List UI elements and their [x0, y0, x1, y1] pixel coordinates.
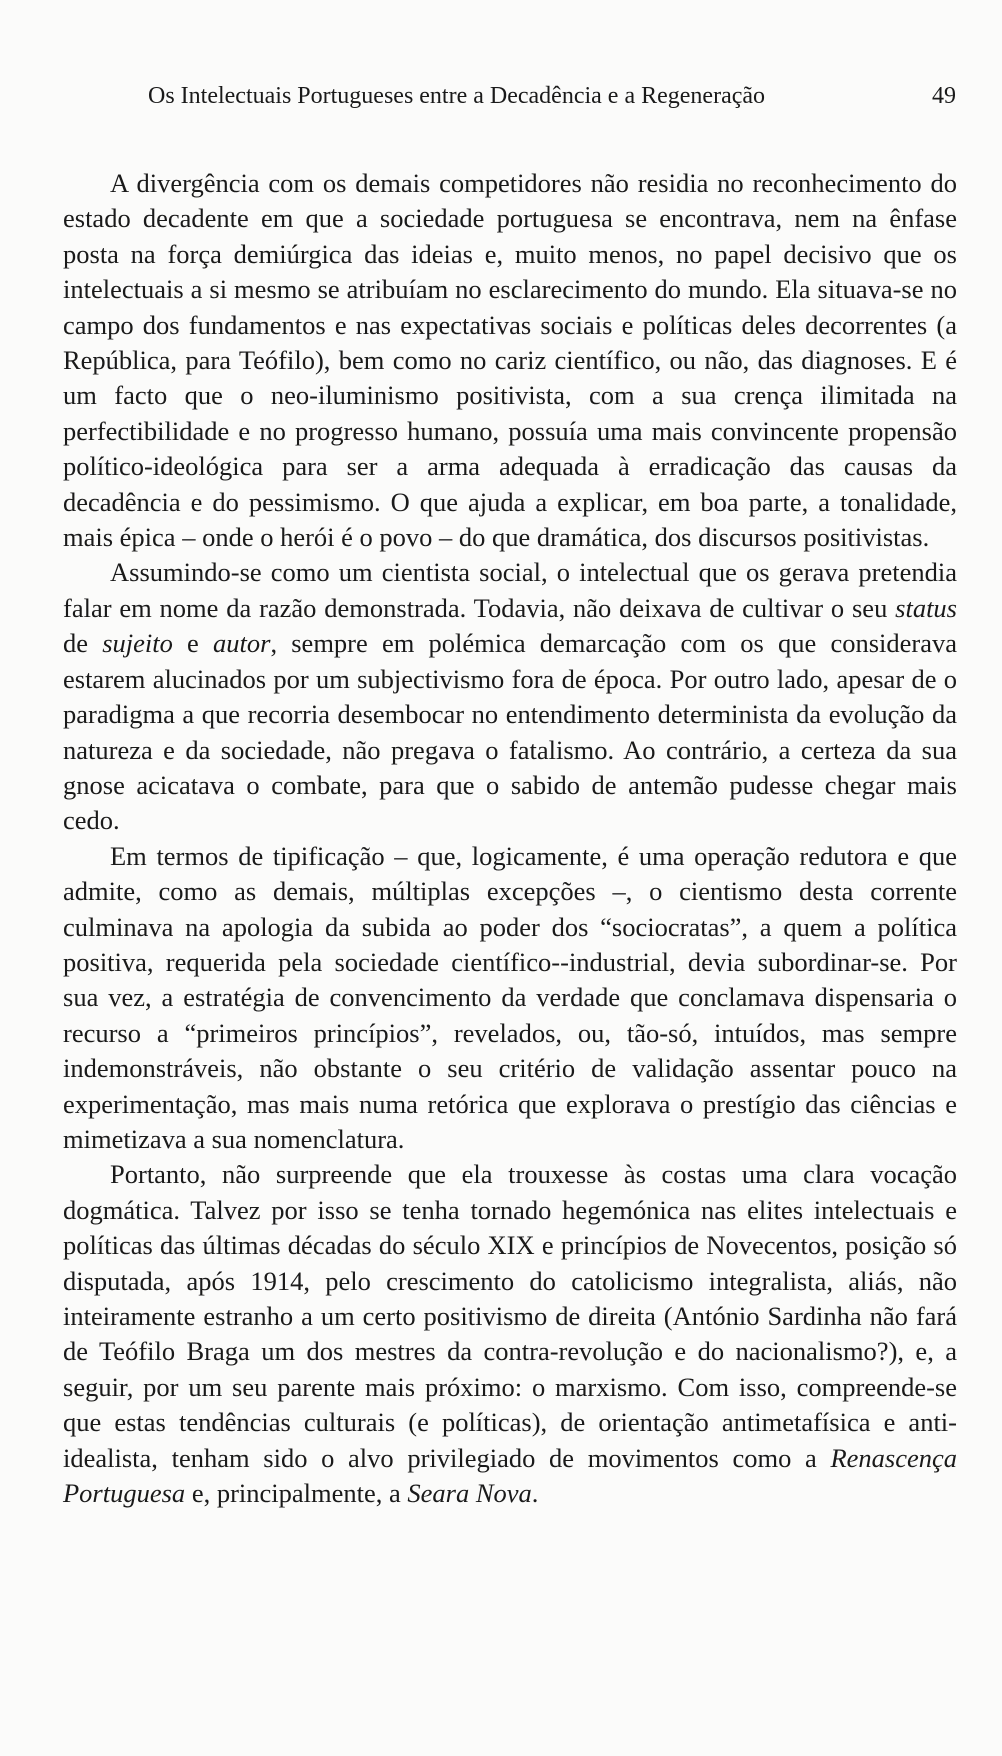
- body-text: [63, 166, 957, 1511]
- page-number: 49: [932, 83, 956, 109]
- text-run: , sempre em polémica demarcação com os que considerava estarem alucinados por um subjectivismo fora de época. Por outro lado, apesar de o paradigma a que recorria desembocar no entendimento determinista da evolução da natureza e da sociedade, não pregava o fatalismo. Ao contrário, a certeza da sua gnose acicatava o combate, para que o sabido de antemão pudesse chegar mais cedo.: [63, 628, 958, 836]
- italic-term-autor: autor: [213, 628, 271, 659]
- text-run: .: [531, 1478, 539, 1509]
- text-run: de: [63, 628, 103, 659]
- text-run: e: [172, 628, 213, 659]
- running-title: Os Intelectuais Portugueses entre a Decadência e a Regeneração: [148, 83, 766, 109]
- text-run: Assumindo-se como um cientista social, o intelectual que os gerava pretendia falar em nome da razão demonstrada. Todavia, não deixava de cultivar o seu: [63, 557, 957, 623]
- paragraph-1: A divergência com os demais competidores não residia no reconhecimento do estado decadente em que a sociedade portuguesa se encontrava, nem na ênfase posta na força demiúrgica das ideias e, muito menos, no papel decisivo que os intelectuais a si mesmo se atribuíam no esclarecimento do mundo. Ela situava-se no campo dos fundamentos e nas expectativas sociais e políticas deles decorrentes (a República, para Teófilo), bem como no cariz científico, ou não, das diagnoses. E é um facto que o neo-iluminismo positivista, com a sua crença ilimitada na perfectibilidade e no progresso humano, possuía uma mais convincente propensão político-ideológica para ser a arma adequada à erradicação das causas da decadência e do pessimismo. O que ajuda a explicar, em boa parte, a tonalidade, mais épica – onde o herói é o povo – do que dramática, dos discursos positivistas.: [63, 168, 957, 553]
- running-header: [148, 78, 956, 114]
- italic-term-status: status: [895, 592, 957, 623]
- text-run: Portanto, não surpreende que ela trouxesse às costas uma clara vocação dogmática. Talvez por isso se tenha tornado hegemónica nas elites intelectuais e políticas das últimas décadas do século XIX e princípios de Novecentos, posição só disputada, após 1914, pelo crescimento do catolicismo integralista, aliás, não inteiramente estranho a um certo positivismo de direita (António Sardinha não fará de Teófilo Braga um dos mestres da contra-revolução e do nacionalismo?), e, a seguir, por um seu parente mais próximo: o marxismo. Com isso, compreende-se que estas tendências culturais (e políticas), de orientação antimetafísica e anti-idealista, tenham sido o alvo privilegiado de movimentos como a: [63, 1159, 957, 1473]
- paragraph-4: [63, 1157, 957, 1511]
- italic-title-seara-nova: Seara Nova: [407, 1478, 532, 1509]
- italic-title-renascenca-portuguesa: Renascença Portuguesa: [63, 1442, 957, 1509]
- italic-term-sujeito: sujeito: [102, 628, 173, 659]
- text-run: e, principalmente, a: [185, 1478, 408, 1509]
- paragraph-3: Em termos de tipificação – que, logicamente, é uma operação redutora e que admite, como as demais, múltiplas excepções –, o cientismo desta corrente culminava na apologia da subida ao poder dos “sociocratas”, a quem a política positiva, requerida pela sociedade científico--industrial, devia subordinar-se. Por sua vez, a estratégia de convencimento da verdade que conclamava dispensaria o recurso a “primeiros princípios”, revelados, ou, tão-só, intuídos, mas sempre indemonstráveis, não obstante o seu critério de validação assentar pouco na experimentação, mas mais numa retórica que explorava o prestígio das ciências e mimetizava a sua nomenclatura.: [63, 840, 957, 1154]
- paragraph-2: [63, 555, 957, 838]
